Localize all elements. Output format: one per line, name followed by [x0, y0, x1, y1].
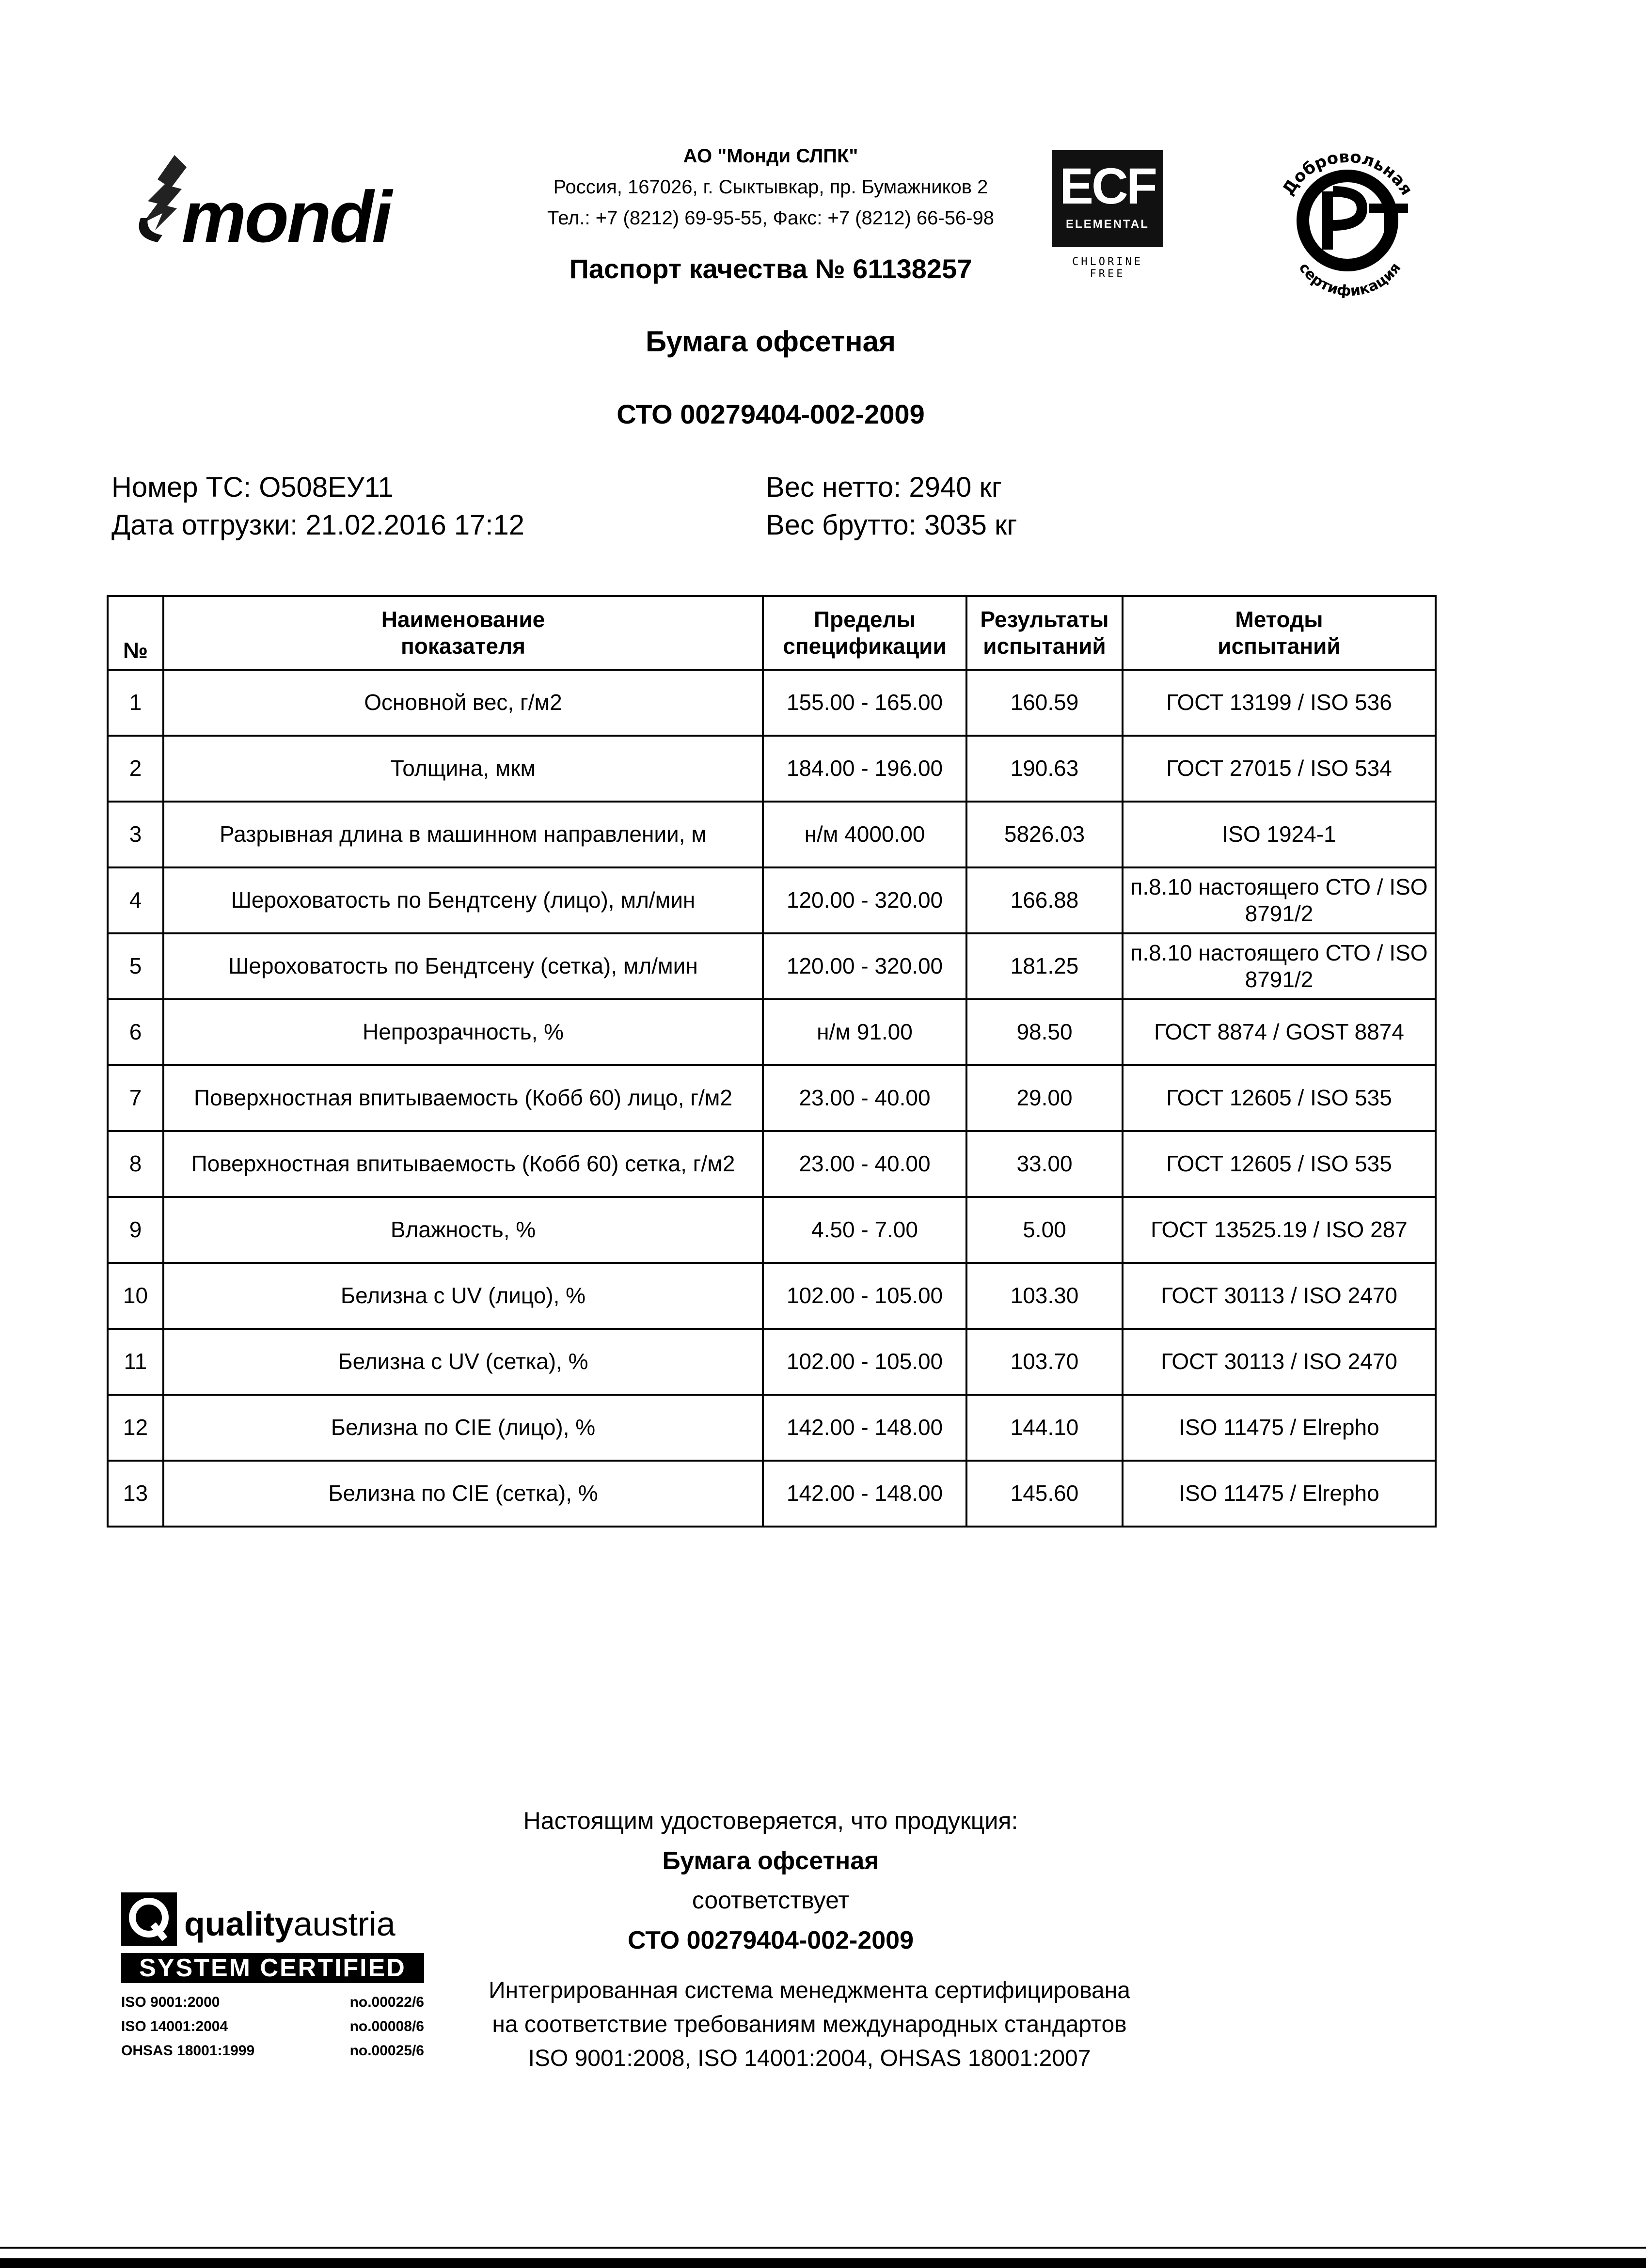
row-parameter: Влажность, % [163, 1197, 763, 1263]
row-result: 5.00 [966, 1197, 1123, 1263]
row-number: 1 [108, 670, 163, 736]
row-parameter: Толщина, мкм [163, 736, 763, 802]
cert-statement: Настоящим удостоверяется, что продукция: [523, 1807, 1018, 1834]
row-number: 12 [108, 1395, 163, 1461]
rst-top-text: Добровольная [1278, 147, 1417, 199]
row-method: ГОСТ 12605 / ISO 535 [1123, 1065, 1436, 1131]
quality-specs-table [107, 595, 1437, 1528]
system-certified-banner: SYSTEM CERTIFIED [121, 1953, 424, 1983]
row-method: ISO 11475 / Elrepho [1123, 1395, 1436, 1461]
header-number: № [108, 596, 163, 670]
scan-edge-line [0, 2247, 1646, 2249]
vehicle-number: Номер ТС: О508ЕУ11 [111, 472, 394, 503]
row-number: 13 [108, 1461, 163, 1527]
row-limits: н/м 91.00 [763, 999, 966, 1065]
header-name [163, 596, 763, 670]
row-result: 33.00 [966, 1131, 1123, 1197]
row-parameter: Поверхностная впитываемость (Кобб 60) лицо, г/м2 [163, 1065, 763, 1131]
row-limits: 23.00 - 40.00 [763, 1131, 966, 1197]
cert-product: Бумага офсетная [662, 1847, 879, 1875]
ims-line-1: Интегрированная система менеджмента сертифицирована [489, 1978, 1130, 2003]
row-limits: 142.00 - 148.00 [763, 1461, 966, 1527]
qa-word-rest: austria [293, 1905, 396, 1943]
row-number: 9 [108, 1197, 163, 1263]
qa-cert-number: no.00008/6 [349, 2018, 424, 2034]
mondi-logo [128, 145, 400, 257]
cert-complies: соответствует [692, 1887, 850, 1914]
row-method: ISO 1924-1 [1123, 802, 1436, 867]
table-row [108, 867, 1436, 933]
header-methods [1123, 596, 1436, 670]
table-row [108, 1263, 1436, 1329]
row-result: 144.10 [966, 1395, 1123, 1461]
company-name: АО "Монди СЛПК" [683, 145, 858, 167]
qa-cert-row [121, 1994, 424, 2011]
row-limits: 184.00 - 196.00 [763, 736, 966, 802]
row-limits: 155.00 - 165.00 [763, 670, 966, 736]
shipment-date: Дата отгрузки: 21.02.2016 17:12 [111, 509, 524, 541]
header-methods-line1: Методы [1235, 606, 1323, 632]
qa-cert-standard: ISO 14001:2004 [121, 2018, 228, 2034]
row-limits: 23.00 - 40.00 [763, 1065, 966, 1131]
row-parameter: Белизна по CIE (лицо), % [163, 1395, 763, 1461]
row-method: ГОСТ 8874 / GOST 8874 [1123, 999, 1436, 1065]
row-result: 98.50 [966, 999, 1123, 1065]
header-results-line2: испытаний [983, 633, 1106, 659]
header-results [966, 596, 1123, 670]
row-result: 190.63 [966, 736, 1123, 802]
row-parameter: Основной вес, г/м2 [163, 670, 763, 736]
passport-title: Паспорт качества № 61138257 [569, 253, 972, 284]
table-header-row [108, 596, 1436, 670]
table-row [108, 1131, 1436, 1197]
scan-edge-band [0, 2258, 1646, 2268]
row-method: ГОСТ 27015 / ISO 534 [1123, 736, 1436, 802]
header-limits-line2: спецификации [783, 633, 947, 659]
qa-cert-standard: ISO 9001:2000 [121, 1994, 220, 2010]
row-parameter: Белизна по CIE (сетка), % [163, 1461, 763, 1527]
row-limits: 120.00 - 320.00 [763, 867, 966, 933]
header-methods-line2: испытаний [1218, 633, 1341, 659]
table-row [108, 802, 1436, 867]
mondi-wordmark: mondi [182, 176, 390, 257]
row-number: 3 [108, 802, 163, 867]
quality-austria-q-icon [121, 1892, 177, 1946]
rst-mark-icon [1303, 176, 1408, 265]
company-address: Россия, 167026, г. Сыктывкар, пр. Бумажников 2 [553, 176, 988, 198]
row-method: ГОСТ 13199 / ISO 536 [1123, 670, 1436, 736]
row-result: 166.88 [966, 867, 1123, 933]
row-parameter: Белизна с UV (сетка), % [163, 1329, 763, 1395]
qa-word-bold: quality [184, 1905, 294, 1943]
row-number: 7 [108, 1065, 163, 1131]
qa-cert-row [121, 2018, 424, 2035]
table-row [108, 1329, 1436, 1395]
gross-weight: Вес брутто: 3035 кг [766, 509, 1017, 541]
row-parameter: Белизна с UV (лицо), % [163, 1263, 763, 1329]
row-number: 2 [108, 736, 163, 802]
row-parameter: Шероховатость по Бендтсену (сетка), мл/мин [163, 933, 763, 999]
row-parameter: Шероховатость по Бендтсену (лицо), мл/мин [163, 867, 763, 933]
row-limits: 4.50 - 7.00 [763, 1197, 966, 1263]
row-number: 8 [108, 1131, 163, 1197]
row-number: 4 [108, 867, 163, 933]
qa-cert-number: no.00025/6 [349, 2043, 424, 2059]
table-row [108, 670, 1436, 736]
row-method: ISO 11475 / Elrepho [1123, 1461, 1436, 1527]
row-method: ГОСТ 30113 / ISO 2470 [1123, 1329, 1436, 1395]
row-parameter: Разрывная длина в машинном направлении, м [163, 802, 763, 867]
row-limits: 120.00 - 320.00 [763, 933, 966, 999]
table-row [108, 933, 1436, 999]
row-number: 11 [108, 1329, 163, 1395]
qa-cert-row [121, 2043, 424, 2059]
row-method: ГОСТ 30113 / ISO 2470 [1123, 1263, 1436, 1329]
rst-certification-logo [1265, 138, 1430, 298]
table-row [108, 999, 1436, 1065]
row-number: 10 [108, 1263, 163, 1329]
quality-austria-logo [121, 1892, 431, 2067]
row-result: 181.25 [966, 933, 1123, 999]
row-result: 103.30 [966, 1263, 1123, 1329]
row-method: п.8.10 настоящего СТО / ISO 8791/2 [1123, 867, 1436, 933]
row-result: 29.00 [966, 1065, 1123, 1131]
row-number: 5 [108, 933, 163, 999]
rst-bottom-text: сертификация [1295, 259, 1405, 298]
table-row [108, 1395, 1436, 1461]
net-weight: Вес нетто: 2940 кг [766, 472, 1002, 503]
table-row [108, 736, 1436, 802]
header-limits [763, 596, 966, 670]
row-method: ГОСТ 13525.19 / ISO 287 [1123, 1197, 1436, 1263]
ims-line-2: на соответствие требованиям международных стандартов [492, 2012, 1127, 2037]
ecf-logo [1052, 150, 1163, 280]
ecf-logo-subtext: ELEMENTAL [1066, 218, 1149, 231]
row-limits: н/м 4000.00 [763, 802, 966, 867]
ecf-logo-caption: CHLORINE FREE [1072, 256, 1143, 280]
standard-title: СТО 00279404-002-2009 [617, 399, 925, 429]
row-parameter: Поверхностная впитываемость (Кобб 60) сетка, г/м2 [163, 1131, 763, 1197]
table-row [108, 1065, 1436, 1131]
row-limits: 142.00 - 148.00 [763, 1395, 966, 1461]
header-results-line1: Результаты [980, 606, 1109, 632]
row-method: п.8.10 настоящего СТО / ISO 8791/2 [1123, 933, 1436, 999]
qa-cert-standard: OHSAS 18001:1999 [121, 2043, 255, 2059]
company-contacts: Тел.: +7 (8212) 69-95-55, Факс: +7 (8212) 66-56-98 [547, 207, 994, 229]
row-limits: 102.00 - 105.00 [763, 1329, 966, 1395]
cert-standard: СТО 00279404-002-2009 [627, 1926, 914, 1954]
row-result: 145.60 [966, 1461, 1123, 1527]
row-limits: 102.00 - 105.00 [763, 1263, 966, 1329]
table-row [108, 1197, 1436, 1263]
header-name-line2: показателя [400, 633, 526, 659]
row-result: 5826.03 [966, 802, 1123, 867]
row-method: ГОСТ 12605 / ISO 535 [1123, 1131, 1436, 1197]
product-title: Бумага офсетная [645, 325, 896, 358]
row-result: 160.59 [966, 670, 1123, 736]
row-number: 6 [108, 999, 163, 1065]
table-row [108, 1461, 1436, 1527]
qa-cert-number: no.00022/6 [349, 1994, 424, 2010]
row-parameter: Непрозрачность, % [163, 999, 763, 1065]
ecf-logo-text: ECF [1060, 158, 1155, 215]
row-result: 103.70 [966, 1329, 1123, 1395]
quality-austria-wordmark [184, 1907, 396, 1941]
ims-line-3: ISO 9001:2008, ISO 14001:2004, OHSAS 18001:2007 [528, 2046, 1091, 2071]
header-name-line1: Наименование [381, 606, 545, 632]
header-limits-line1: Пределы [813, 606, 916, 632]
